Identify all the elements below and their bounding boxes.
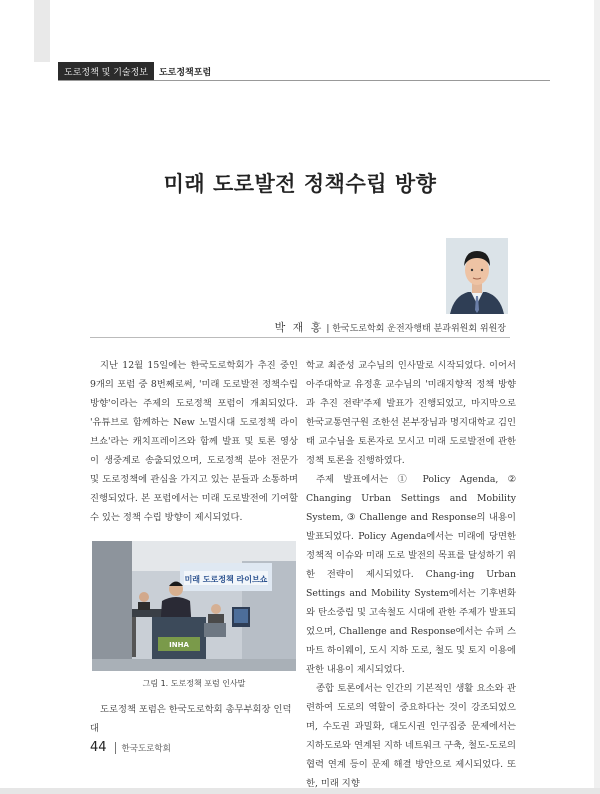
- forum-photo-image: [92, 541, 296, 671]
- portrait-image: [446, 238, 508, 314]
- body-column-left: [90, 356, 298, 527]
- header-divider: [58, 80, 550, 81]
- page-footer: [90, 740, 171, 755]
- section-header: [58, 62, 216, 80]
- author-line: [275, 319, 506, 335]
- body-paragraph: 학교 최준성 교수님의 인사말로 시작되었다. 이어서 아주대학교 유정훈 교수님의 '미래지향적 정책 방향과 추진 전략'주제 발표가 진행되었고, 마지막으로 한국교통연구원 조한선 본부장님과 명지대학교 김인태 교수님을 토론자로 모시고 미래 도로발전에 관한 정책 토론을 진행하였다.: [306, 360, 516, 466]
- sidebar-tab: [34, 0, 50, 62]
- section-label-main: 도로정책 및 기술정보: [58, 62, 154, 81]
- author-portrait: [446, 238, 508, 314]
- section-label-sub: 도로정책포럼: [158, 67, 212, 78]
- banner-text: 미래 도로정책 라이브쇼: [184, 575, 268, 584]
- figure-photo: [92, 541, 296, 671]
- body-paragraph: 종합 토론에서는 인간의 기본적인 생활 요소와 관련하여 도로의 역할이 중요하다는 것이 강조되었으며, 수도권 과밀화, 대도시권 인구집중 문제에서는 지하도로와 연계된 지하 네트워크 구축, 철도-도로의 협력 연계 등이 문제 해결 방안으로 제시되었다. 또한, 미래 지향: [306, 683, 516, 789]
- author-affiliation: 한국도로학회 운전자행태 분과위원회 위원장: [332, 324, 506, 334]
- page-number: 44: [90, 740, 107, 755]
- article-title: 미래 도로발전 정책수립 방향: [163, 172, 437, 196]
- figure-caption: 그림 1. 도로정책 포럼 인사말: [142, 679, 246, 688]
- podium-text: INHA: [169, 641, 189, 649]
- author-name: 박 재 홍: [274, 321, 324, 334]
- footer-org: 한국도로학회: [121, 743, 171, 754]
- footer-separator: [115, 742, 116, 754]
- author-divider: [90, 337, 510, 338]
- body-column-right: [306, 356, 516, 793]
- page-right-edge: [594, 0, 600, 794]
- body-paragraph-continued: 도로정책 포럼은 한국도로학회 총무부회장 인덕대: [90, 704, 292, 734]
- body-paragraph: 주제 발표에서는 ① Policy Agenda, ② Changing Urban Settings and Mobility System, ③ Challenge and Response의 내용이 발표되었다. Policy Agenda에서는 미래에 당면한 정책적 이슈와 미래 도로 발전의 목표를 달성하기 위한 전략이 제시되었다. Chang-ing Urban Settings and Mobility System에서는 기후변화와 탄소중립 및 고속철도 시대에 관한 주제가 발표되었으며, Challenge and Response에서는 슈퍼 스마트 하이웨이, 도시 지하 도로, 철도 및 토지 이용에 관한 내용이 제시되었다.: [306, 474, 516, 675]
- author-separator: |: [326, 324, 333, 334]
- body-paragraph: 지난 12월 15일에는 한국도로학회가 추진 중인 9개의 포럼 중 8번째로써, '미래 도로발전 정책수립 방향'이라는 주제의 도로정책 포럼이 개최되었다. '유튜브로 함께하는 New 노멀시대 도로정책 라이브쇼'라는 캐치프레이즈와 함께 발표 및 토론 영상이 생중계로 송출되었으며, 도로정책 분야 전문가 및 도로정책에 관심을 가지고 있는 분들과 소통하며 진행되었다. 본 포럼에서는 미래 도로발전에 기여할 수 있는 정책 수립 방향이 제시되었다.: [90, 360, 298, 523]
